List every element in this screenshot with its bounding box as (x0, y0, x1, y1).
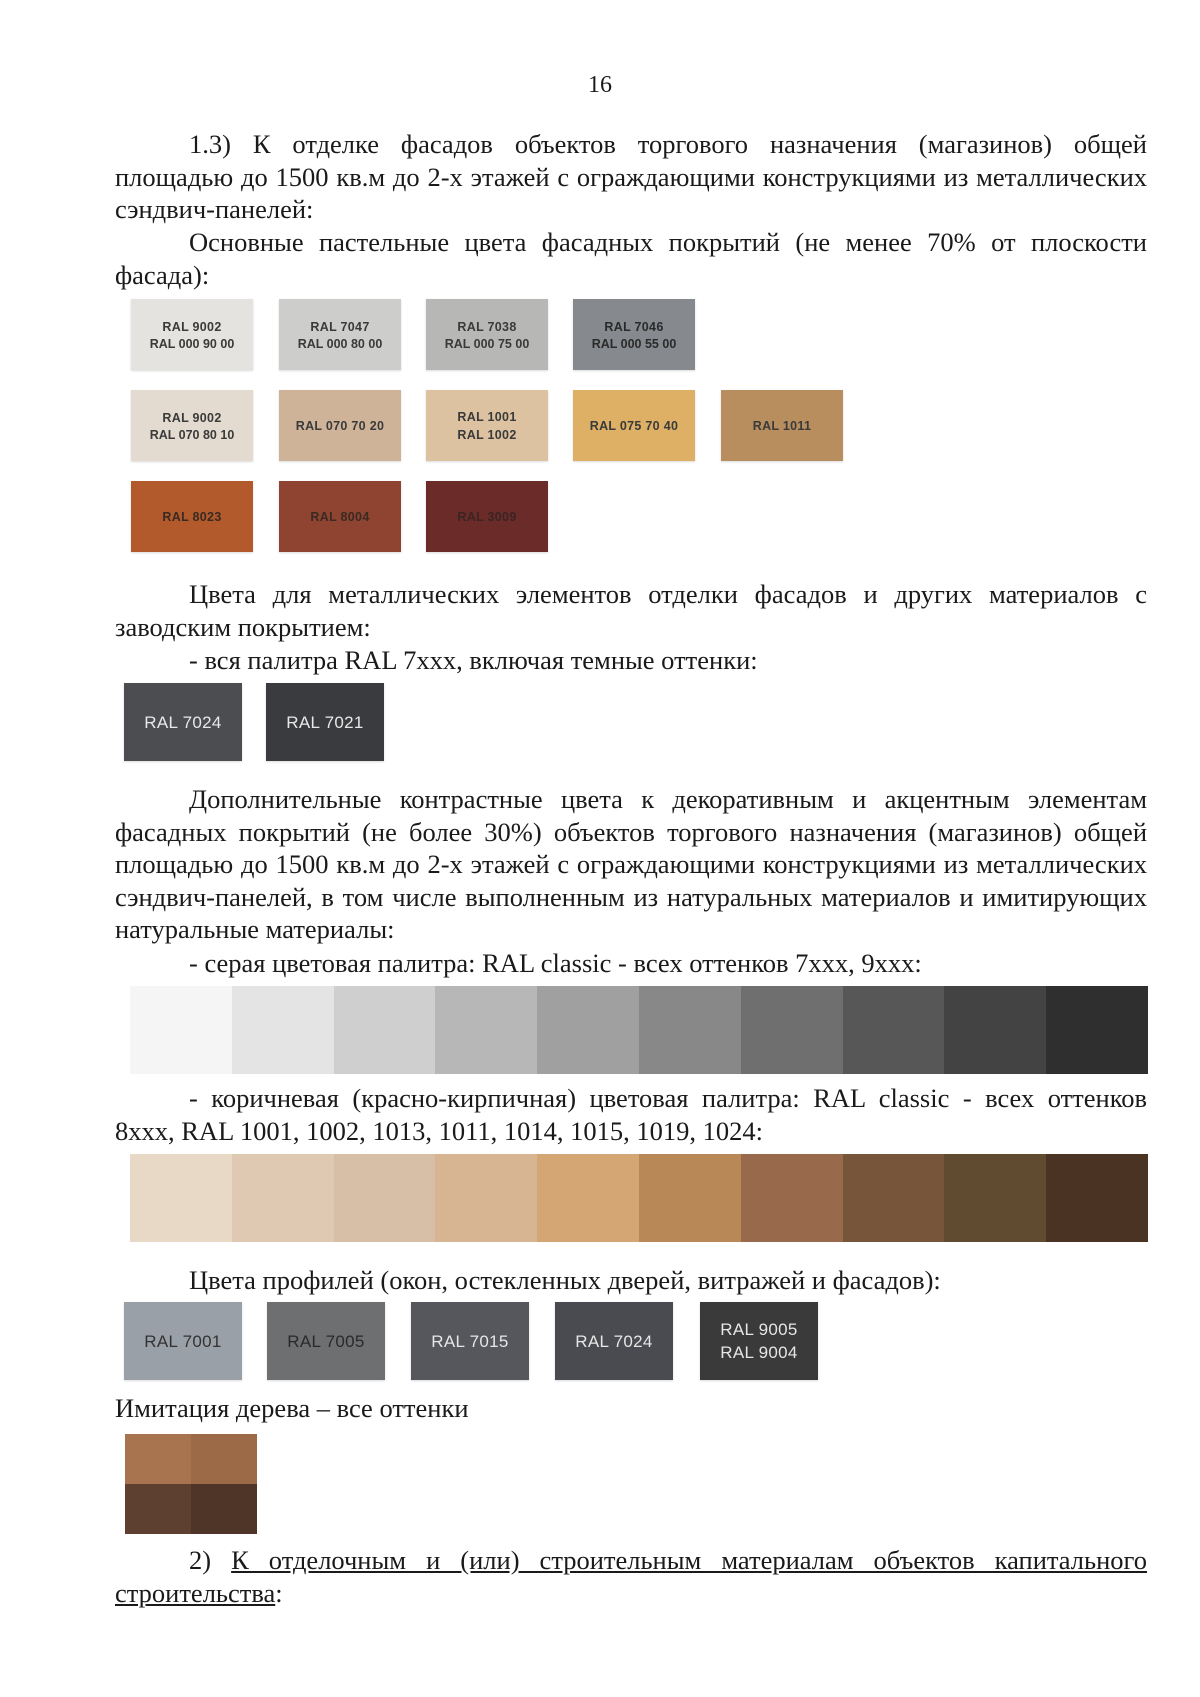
swatch-ral-7001 (124, 1302, 242, 1380)
swatch-label: RAL 7015 (431, 1331, 509, 1351)
swatch-label: RAL 7047 (310, 319, 370, 334)
swatch-ral-1011 (721, 390, 843, 461)
gray-palette-cell (435, 986, 537, 1074)
swatch-label: RAL 9002 (162, 319, 222, 334)
swatch-ral-7046 (573, 299, 695, 370)
swatch-code: RAL 000 55 00 (591, 336, 677, 351)
gray-palette-cell (232, 986, 334, 1074)
brown-palette-cell (741, 1154, 843, 1242)
swatch-code: RAL 000 90 00 (149, 336, 235, 351)
wood-tile (191, 1484, 257, 1534)
swatch-label: RAL 8004 (310, 509, 370, 524)
gray-palette-cell (130, 986, 232, 1074)
swatch-ral-9002-b (131, 390, 253, 461)
section-2-heading (115, 1544, 1147, 1609)
profiles-caption: Цвета профилей (окон, остекленных дверей, витражей и фасадов): (189, 1265, 941, 1295)
swatch-label: RAL 7001 (144, 1331, 222, 1351)
swatch-ral-7021-metal (266, 683, 384, 761)
swatch-ral-3009 (426, 481, 548, 552)
gray-palette-cell (843, 986, 945, 1074)
section-2-number: 2) (189, 1545, 212, 1575)
brown-palette-cell (334, 1154, 436, 1242)
wood-tile (125, 1484, 191, 1534)
gray-palette-cell (537, 986, 639, 1074)
gray-palette-line: - серая цветовая палитра: RAL classic - всех оттенков 7xxx, 9xxx: (189, 948, 922, 978)
wood-imitation-swatch (125, 1434, 257, 1534)
swatch-label: RAL 075 70 40 (589, 418, 679, 433)
brown-palette-cell (537, 1154, 639, 1242)
section-2-colon: : (275, 1577, 283, 1608)
swatch-label: RAL 7046 (604, 319, 664, 334)
page-number: 16 (588, 72, 612, 98)
swatch-label: RAL 9005 (720, 1320, 798, 1339)
swatch-label: RAL 3009 (457, 509, 517, 524)
swatch-ral-075-70-40 (573, 390, 695, 461)
section-1-3-intro: 1.3) К отделке фасадов объектов торгового назначения (магазинов) общей площадью до 1500 кв.м до 2-х этажей с ограждающими конструкциями из металлических сэндвич-панелей: (115, 129, 1147, 224)
swatch-label: RAL 7021 (286, 712, 364, 732)
swatch-label: RAL 1011 (752, 418, 812, 433)
gray-palette-cell (334, 986, 436, 1074)
swatch-label: RAL 7038 (457, 319, 517, 334)
metal-caption: Цвета для металлических элементов отделки фасадов и других материалов с заводским покрытием: (115, 579, 1147, 642)
brown-palette-cell (944, 1154, 1046, 1242)
brown-palette-cell (843, 1154, 945, 1242)
swatch-ral-8023 (131, 481, 253, 552)
swatch-code: RAL 000 75 00 (444, 336, 530, 351)
wood-tile (125, 1434, 191, 1484)
swatch-ral-1001-1002 (426, 390, 548, 461)
swatch-label: RAL 8023 (162, 509, 222, 524)
swatch-ral-7024-metal (124, 683, 242, 761)
brown-palette-strip (130, 1154, 1148, 1242)
section-2-title: К отделочным и (или) строительным материалам объектов капитального строительства (115, 1545, 1147, 1608)
gray-palette-cell (741, 986, 843, 1074)
wood-caption: Имитация дерева – все оттенки (115, 1393, 469, 1423)
swatch-label: RAL 7024 (575, 1331, 653, 1351)
brown-palette-cell (130, 1154, 232, 1242)
swatch-code: RAL 000 80 00 (297, 336, 383, 351)
swatch-label: RAL 9002 (162, 410, 222, 425)
brown-palette-cell (435, 1154, 537, 1242)
wood-tile (191, 1434, 257, 1484)
swatch-label-2: RAL 1002 (457, 427, 517, 442)
swatch-label: RAL 7024 (144, 712, 222, 732)
gray-palette-strip (130, 986, 1148, 1074)
swatch-ral-7005 (267, 1302, 385, 1380)
gray-palette-cell (1046, 986, 1148, 1074)
gray-palette-cell (639, 986, 741, 1074)
swatch-ral-8004 (279, 481, 401, 552)
brown-palette-line: - коричневая (красно-кирпичная) цветовая палитра: RAL classic - всех оттенков 8xxx, RAL 1001, 1002, 1013, 1011, 1014, 1015, 1019, 1024: (115, 1083, 1147, 1146)
swatch-ral-9002-a (131, 299, 253, 370)
swatch-ral-070-70-20 (279, 390, 401, 461)
brown-palette-cell (1046, 1154, 1148, 1242)
swatch-label: RAL 070 70 20 (295, 418, 385, 433)
swatch-label: RAL 7005 (287, 1331, 365, 1351)
pastel-caption: Основные пастельные цвета фасадных покрытий (не менее 70% от плоскости фасада): (115, 227, 1147, 290)
brown-palette-cell (639, 1154, 741, 1242)
swatch-ral-7047 (279, 299, 401, 370)
brown-palette-cell (232, 1154, 334, 1242)
gray-palette-cell (944, 986, 1046, 1074)
swatch-ral-7015 (411, 1302, 529, 1380)
swatch-ral-7024-profile (555, 1302, 673, 1380)
contrast-caption: Дополнительные контрастные цвета к декоративным и акцентным элементам фасадных покрытий (не более 30%) объектов торгового назначения (магазинов) общей площадью до 1500 кв.м до 2-х этажей с ограждающими конструкциями из металлических сэндвич-панелей, в том числе выполненным из натуральных материалов и имитирующих натуральные материалы: (115, 784, 1147, 944)
swatch-code: RAL 070 80 10 (149, 427, 235, 442)
swatch-ral-7038 (426, 299, 548, 370)
swatch-label: RAL 1001 (457, 409, 517, 424)
swatch-label-2: RAL 9004 (720, 1343, 798, 1362)
swatch-ral-9005-9004 (700, 1302, 818, 1380)
metal-palette-line: - вся палитра RAL 7xxx, включая темные оттенки: (189, 645, 758, 675)
